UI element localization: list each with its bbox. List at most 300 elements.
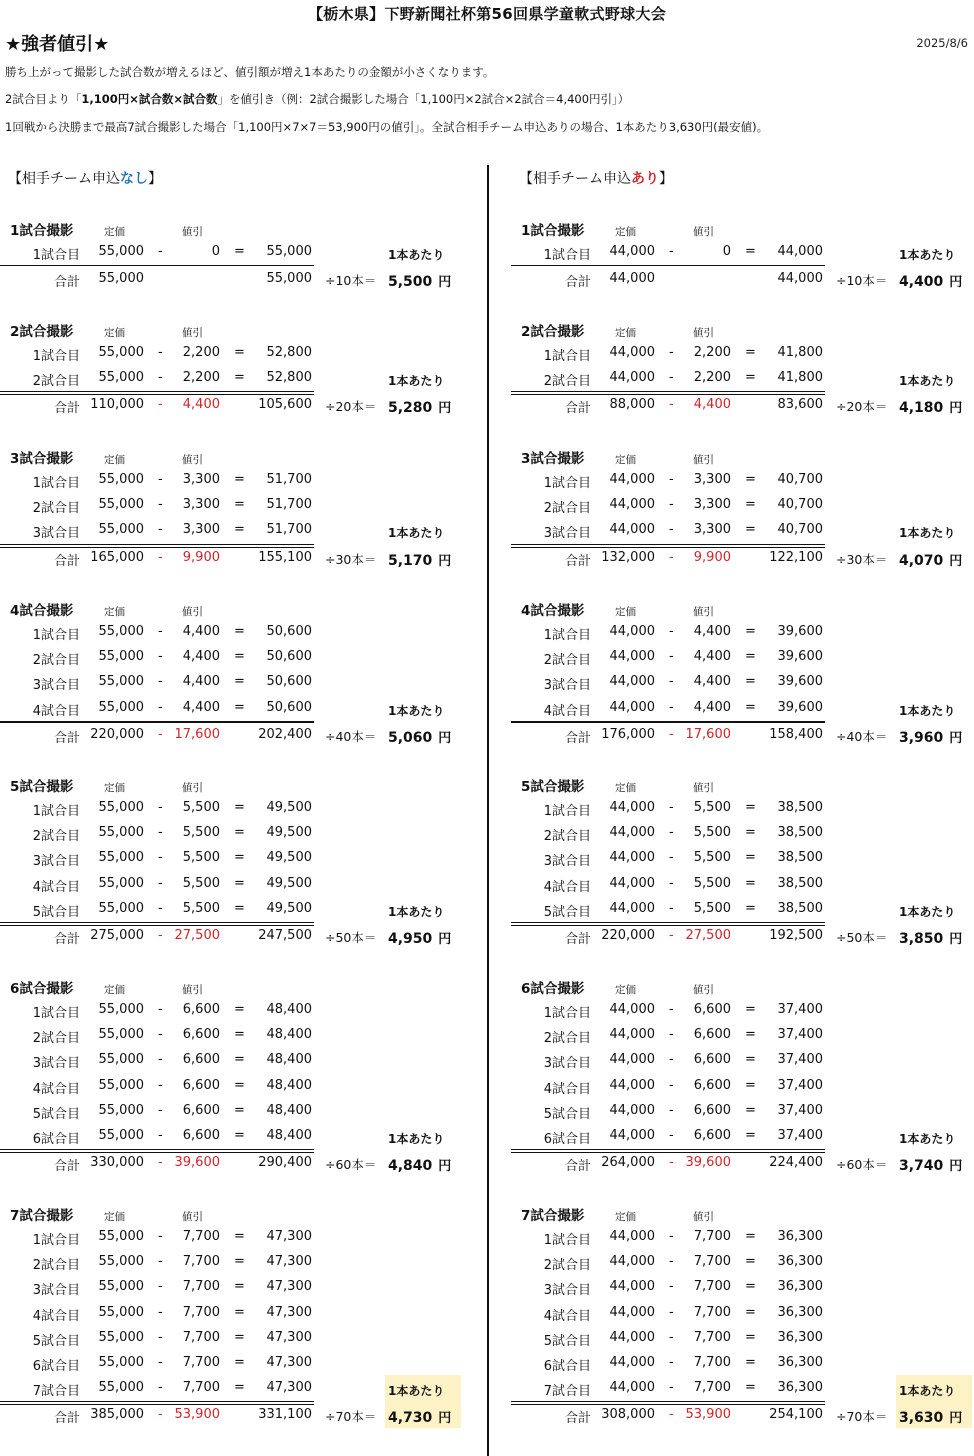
equals-sign: = (745, 825, 756, 841)
yen-sign: 円 (438, 401, 452, 417)
list-price: 55,000 (98, 1304, 144, 1320)
unit-price-value: 4,400 (899, 274, 944, 291)
discount-amount: 4,400 (693, 674, 731, 690)
discount-amount: 4,400 (693, 624, 731, 639)
minus-sign: - (158, 900, 163, 916)
minus-sign: - (158, 1380, 163, 1396)
net-price: 37,400 (777, 1102, 823, 1118)
equals-sign: = (234, 345, 245, 360)
total-list-price: 132,000 (601, 549, 655, 565)
note-line-2-c: 」を値引き（例：2試合撮影した場合「1,100円×2試合×2試合＝4,400円引」） (217, 92, 630, 106)
unit-price-value: 5,170 (388, 552, 433, 569)
game-label: 2試合目 (543, 501, 591, 517)
minus-sign: - (158, 825, 163, 841)
discount-amount: 6,600 (693, 1102, 731, 1118)
net-price: 47,300 (266, 1254, 312, 1270)
game-label: 3試合目 (32, 854, 80, 870)
total-list-price: 308,000 (601, 1407, 655, 1423)
total-list-price: 55,000 (98, 271, 144, 287)
net-price: 52,800 (266, 370, 312, 386)
unit-price-value: 5,500 (388, 274, 433, 291)
net-price: 50,600 (266, 624, 312, 639)
game-label: 2試合目 (543, 829, 591, 845)
list-price: 44,000 (609, 800, 655, 815)
total-label: 合計 (564, 932, 591, 947)
list-price: 44,000 (609, 1329, 655, 1345)
list-price: 44,000 (609, 1002, 655, 1017)
list-price: 44,000 (609, 1380, 655, 1396)
net-price: 50,600 (266, 674, 312, 690)
yen-sign: 円 (949, 401, 963, 417)
game-label: 1試合目 (543, 248, 591, 263)
list-price: 55,000 (98, 674, 144, 690)
list-price: 55,000 (98, 1279, 144, 1295)
game-label: 1試合目 (543, 1233, 591, 1248)
minus-sign: - (158, 875, 163, 891)
minus-sign: - (669, 1304, 674, 1320)
equals-sign: = (234, 472, 245, 487)
divide-by-count: ÷40本＝ (325, 728, 377, 744)
game-label: 7試合目 (32, 1384, 80, 1400)
discount-amount: 7,700 (182, 1304, 220, 1320)
minus-sign: - (158, 928, 163, 943)
minus-sign: - (669, 1407, 674, 1423)
yen-sign: 円 (949, 932, 963, 947)
per-unit-label: 1本あたり (388, 248, 445, 262)
minus-sign: - (669, 1027, 674, 1043)
list-price: 55,000 (98, 1254, 144, 1270)
game-label: 2試合目 (32, 653, 80, 669)
total-net-price: 247,500 (258, 928, 312, 943)
list-price: 55,000 (98, 472, 144, 487)
unit-price-value: 4,180 (899, 400, 944, 417)
list-price: 55,000 (98, 1355, 144, 1370)
list-price: 44,000 (609, 370, 655, 386)
discount-label: 値引 (182, 226, 203, 238)
list-price: 55,000 (98, 1052, 144, 1068)
discount-amount: 5,500 (693, 875, 731, 891)
game-label: 4試合目 (543, 879, 591, 895)
total-discount: 17,600 (685, 726, 731, 742)
game-row (0, 1226, 470, 1248)
list-price-label: 定価 (104, 226, 125, 238)
discount-amount: 0 (722, 244, 731, 259)
total-net-price: 224,400 (769, 1155, 823, 1171)
equals-sign: = (745, 1380, 756, 1396)
net-price: 47,300 (266, 1229, 312, 1244)
unit-price-value: 4,730 (388, 1410, 433, 1427)
unit-price-value: 3,740 (899, 1158, 944, 1175)
discount-label: 値引 (693, 984, 714, 996)
block-title: 1試合撮影 (521, 223, 585, 239)
game-row (511, 1075, 974, 1097)
per-unit-label: 1本あたり (388, 703, 445, 718)
equals-sign: = (745, 1128, 756, 1143)
minus-sign: - (158, 244, 163, 259)
discount-amount: 7,700 (182, 1355, 220, 1370)
unit-price (899, 928, 962, 947)
total-discount: 27,500 (685, 928, 731, 943)
total-row (0, 925, 470, 947)
game-row (0, 1302, 470, 1324)
total-discount: 39,600 (685, 1155, 731, 1171)
game-row (0, 999, 470, 1021)
minus-sign: - (669, 825, 674, 841)
minus-sign: - (669, 549, 674, 565)
equals-sign: = (745, 699, 756, 715)
minus-sign: - (158, 850, 163, 866)
equals-sign: = (745, 1002, 756, 1017)
game-label: 3試合目 (543, 854, 591, 870)
total-label: 合計 (53, 730, 80, 746)
game-label: 4試合目 (32, 1081, 80, 1097)
yen-sign: 円 (438, 730, 452, 746)
column-without-opponent (0, 0, 470, 1456)
minus-sign: - (669, 1052, 674, 1068)
unit-price-value: 5,280 (388, 400, 433, 417)
equals-sign: = (234, 522, 245, 538)
game-row (0, 797, 470, 819)
net-price: 36,300 (777, 1279, 823, 1295)
discount-amount: 6,600 (182, 1002, 220, 1017)
equals-sign: = (234, 1329, 245, 1345)
equals-sign: = (234, 1128, 245, 1143)
list-price: 55,000 (98, 1027, 144, 1043)
discount-amount: 7,700 (693, 1229, 731, 1244)
discount-amount: 7,700 (693, 1279, 731, 1295)
divide-by-count: ÷20本＝ (836, 399, 888, 415)
discount-amount: 4,400 (182, 649, 220, 665)
block-title: 4試合撮影 (521, 603, 585, 619)
game-row (511, 1302, 974, 1324)
yen-sign: 円 (438, 275, 452, 291)
equals-sign: = (234, 1052, 245, 1068)
unit-price (388, 1155, 451, 1174)
discount-amount: 0 (211, 244, 220, 259)
equals-sign: = (234, 1355, 245, 1370)
equals-sign: = (234, 674, 245, 690)
discount-amount: 5,500 (693, 800, 731, 815)
equals-sign: = (745, 1052, 756, 1068)
list-price-label: 定価 (104, 782, 125, 794)
minus-sign: - (669, 699, 674, 715)
discount-amount: 5,500 (693, 850, 731, 866)
net-price: 38,500 (777, 800, 823, 815)
game-row (511, 1276, 974, 1298)
discount-amount: 6,600 (693, 1002, 731, 1017)
equals-sign: = (234, 1304, 245, 1320)
divide-by-count: ÷10本＝ (836, 273, 888, 289)
list-price: 55,000 (98, 1329, 144, 1345)
list-price: 44,000 (609, 900, 655, 916)
net-price: 41,800 (777, 370, 823, 386)
net-price: 49,500 (266, 825, 312, 841)
total-net-price: 192,500 (769, 928, 823, 943)
block-title: 1試合撮影 (10, 223, 74, 239)
discount-amount: 3,300 (182, 472, 220, 487)
yen-sign: 円 (438, 1159, 452, 1175)
discount-amount: 4,400 (693, 699, 731, 715)
equals-sign: = (745, 345, 756, 360)
net-price: 51,700 (266, 522, 312, 538)
total-label: 合計 (53, 553, 80, 569)
net-price: 36,300 (777, 1380, 823, 1396)
total-list-price: 220,000 (90, 726, 144, 742)
game-row (0, 1327, 470, 1349)
net-price: 38,500 (777, 875, 823, 891)
divide-by-count: ÷70本＝ (325, 1409, 377, 1425)
net-price: 49,500 (266, 800, 312, 815)
net-price: 48,400 (266, 1102, 312, 1118)
divide-by-count: ÷70本＝ (836, 1409, 888, 1425)
game-row (0, 342, 470, 364)
game-row (0, 1049, 470, 1071)
discount-label: 値引 (182, 782, 203, 794)
minus-sign: - (669, 875, 674, 891)
list-price-label: 定価 (104, 984, 125, 996)
game-row (511, 494, 974, 516)
game-row (0, 1075, 470, 1097)
per-unit-label: 1本あたり (899, 374, 956, 389)
equals-sign: = (745, 1355, 756, 1370)
minus-sign: - (669, 726, 674, 742)
net-price: 39,600 (777, 624, 823, 639)
total-rule (511, 265, 825, 266)
equals-sign: = (745, 497, 756, 513)
divide-by-count: ÷50本＝ (325, 930, 377, 945)
total-list-price: 165,000 (90, 549, 144, 565)
list-price: 44,000 (609, 522, 655, 538)
game-label: 5試合目 (543, 1106, 591, 1122)
minus-sign: - (158, 726, 163, 742)
equals-sign: = (745, 522, 756, 538)
equals-sign: = (234, 497, 245, 513)
list-price: 55,000 (98, 649, 144, 665)
list-price: 44,000 (609, 825, 655, 841)
column-heading-suffix: 】 (148, 171, 162, 187)
list-price: 44,000 (609, 699, 655, 715)
column-heading-key: なし (120, 171, 148, 187)
list-price-label: 定価 (615, 226, 636, 238)
list-price-label: 定価 (615, 454, 636, 466)
game-label: 3試合目 (543, 678, 591, 694)
page-subtitle: ★強者値引★ (5, 34, 110, 55)
column-heading (8, 168, 162, 188)
discount-amount: 3,300 (693, 522, 731, 538)
equals-sign: = (234, 244, 245, 259)
per-unit-label: 1本あたり (388, 526, 445, 541)
net-price: 37,400 (777, 1128, 823, 1143)
equals-sign: = (234, 825, 245, 841)
list-price: 55,000 (98, 1128, 144, 1143)
discount-amount: 6,600 (693, 1027, 731, 1043)
list-price: 44,000 (609, 244, 655, 259)
discount-label: 値引 (182, 984, 203, 996)
discount-label: 値引 (182, 454, 203, 466)
equals-sign: = (745, 370, 756, 386)
minus-sign: - (158, 370, 163, 386)
net-price: 48,400 (266, 1128, 312, 1143)
equals-sign: = (234, 1229, 245, 1244)
list-price: 44,000 (609, 1304, 655, 1320)
total-net-price: 122,100 (769, 549, 823, 565)
block-title: 7試合撮影 (521, 1208, 585, 1224)
game-label: 6試合目 (32, 1359, 80, 1374)
divide-by-count: ÷30本＝ (325, 551, 377, 567)
total-discount: 9,900 (693, 549, 731, 565)
discount-label: 値引 (693, 606, 714, 618)
list-price: 44,000 (609, 649, 655, 665)
equals-sign: = (745, 244, 756, 259)
total-list-price: 385,000 (90, 1407, 144, 1423)
net-price: 37,400 (777, 1077, 823, 1093)
discount-label: 値引 (182, 327, 203, 339)
divide-by-count: ÷50本＝ (836, 930, 888, 945)
game-row (511, 671, 974, 693)
minus-sign: - (158, 1128, 163, 1143)
net-price: 36,300 (777, 1329, 823, 1345)
unit-price (388, 1407, 451, 1426)
discount-amount: 2,200 (693, 345, 731, 360)
unit-price-value: 4,840 (388, 1158, 433, 1175)
equals-sign: = (234, 1102, 245, 1118)
list-price: 44,000 (609, 1077, 655, 1093)
discount-amount: 7,700 (693, 1254, 731, 1270)
discount-amount: 5,500 (693, 825, 731, 841)
block-title: 6試合撮影 (521, 981, 585, 997)
discount-amount: 5,500 (182, 900, 220, 916)
game-label: 1試合目 (32, 476, 80, 491)
minus-sign: - (669, 1155, 674, 1171)
equals-sign: = (234, 1380, 245, 1396)
minus-sign: - (158, 1155, 163, 1171)
total-list-price: 44,000 (609, 271, 655, 287)
list-price: 55,000 (98, 850, 144, 866)
discount-amount: 6,600 (693, 1052, 731, 1068)
total-list-price: 88,000 (609, 397, 655, 413)
total-net-price: 331,100 (258, 1407, 312, 1423)
unit-price-value: 5,060 (388, 729, 433, 746)
total-rule (511, 721, 825, 723)
total-label: 合計 (53, 275, 80, 291)
minus-sign: - (158, 674, 163, 690)
equals-sign: = (745, 850, 756, 866)
equals-sign: = (234, 1002, 245, 1017)
equals-sign: = (234, 900, 245, 916)
total-row (511, 724, 974, 746)
note-line-3: 1回戦から決勝まで最高7試合撮影した場合「1,100円×7×7＝53,900円の値引」。全試合相手チーム申込ありの場合、1本あたり3,630円(最安値)。 (5, 120, 769, 134)
unit-price (899, 271, 962, 290)
list-price-label: 定価 (615, 1211, 636, 1223)
discount-amount: 5,500 (182, 875, 220, 891)
total-net-price: 155,100 (258, 549, 312, 565)
block-title: 3試合撮影 (10, 451, 74, 467)
equals-sign: = (745, 472, 756, 487)
unit-price (388, 928, 451, 947)
net-price: 55,000 (266, 244, 312, 259)
list-price: 55,000 (98, 345, 144, 360)
discount-amount: 4,400 (182, 699, 220, 715)
divide-by-count: ÷40本＝ (836, 728, 888, 744)
list-price-label: 定価 (615, 782, 636, 794)
minus-sign: - (158, 1254, 163, 1270)
game-label: 5試合目 (32, 1333, 80, 1349)
yen-sign: 円 (438, 553, 452, 569)
total-net-price: 158,400 (769, 726, 823, 742)
divide-by-count: ÷60本＝ (836, 1157, 888, 1173)
unit-price (899, 397, 962, 416)
game-row (0, 822, 470, 844)
net-price: 49,500 (266, 875, 312, 891)
block-title: 2試合撮影 (521, 324, 585, 340)
minus-sign: - (669, 244, 674, 259)
game-label: 5試合目 (543, 904, 591, 920)
discount-label: 値引 (182, 1211, 203, 1223)
game-row (511, 469, 974, 491)
list-price: 55,000 (98, 1102, 144, 1118)
list-price-label: 定価 (615, 606, 636, 618)
unit-price-value: 3,850 (899, 931, 944, 947)
equals-sign: = (234, 649, 245, 665)
unit-price (388, 550, 451, 569)
unit-price (388, 397, 451, 416)
unit-price (899, 550, 962, 569)
game-label: 2試合目 (543, 1258, 591, 1274)
equals-sign: = (745, 1102, 756, 1118)
equals-sign: = (745, 875, 756, 891)
list-price-label: 定価 (615, 327, 636, 339)
minus-sign: - (669, 1329, 674, 1345)
discount-amount: 6,600 (182, 1128, 220, 1143)
game-label: 4試合目 (32, 879, 80, 895)
minus-sign: - (669, 1380, 674, 1396)
list-price: 55,000 (98, 1077, 144, 1093)
list-price: 55,000 (98, 1229, 144, 1244)
total-rule (0, 265, 314, 266)
discount-amount: 6,600 (182, 1052, 220, 1068)
net-price: 37,400 (777, 1052, 823, 1068)
block-title: 2試合撮影 (10, 324, 74, 340)
total-net-price: 290,400 (258, 1155, 312, 1171)
game-label: 4試合目 (543, 703, 591, 719)
game-row (511, 1049, 974, 1071)
game-label: 4試合目 (32, 1308, 80, 1324)
discount-amount: 7,700 (182, 1254, 220, 1270)
net-price: 48,400 (266, 1002, 312, 1017)
game-row (511, 1327, 974, 1349)
discount-amount: 7,700 (182, 1380, 220, 1396)
minus-sign: - (669, 900, 674, 916)
net-price: 38,500 (777, 850, 823, 866)
discount-amount: 6,600 (182, 1077, 220, 1093)
game-label: 3試合目 (543, 526, 591, 542)
equals-sign: = (234, 1254, 245, 1270)
game-label: 2試合目 (32, 501, 80, 517)
net-price: 40,700 (777, 522, 823, 538)
minus-sign: - (669, 370, 674, 386)
column-heading-prefix: 【相手チーム申込 (519, 171, 631, 187)
yen-sign: 円 (438, 932, 452, 947)
minus-sign: - (669, 1229, 674, 1244)
minus-sign: - (669, 1128, 674, 1143)
game-label: 1試合目 (543, 349, 591, 364)
list-price: 44,000 (609, 1229, 655, 1244)
total-net-price: 55,000 (266, 271, 312, 287)
list-price: 44,000 (609, 1355, 655, 1370)
game-label: 3試合目 (32, 1283, 80, 1299)
equals-sign: = (234, 1027, 245, 1043)
discount-amount: 4,400 (182, 674, 220, 690)
